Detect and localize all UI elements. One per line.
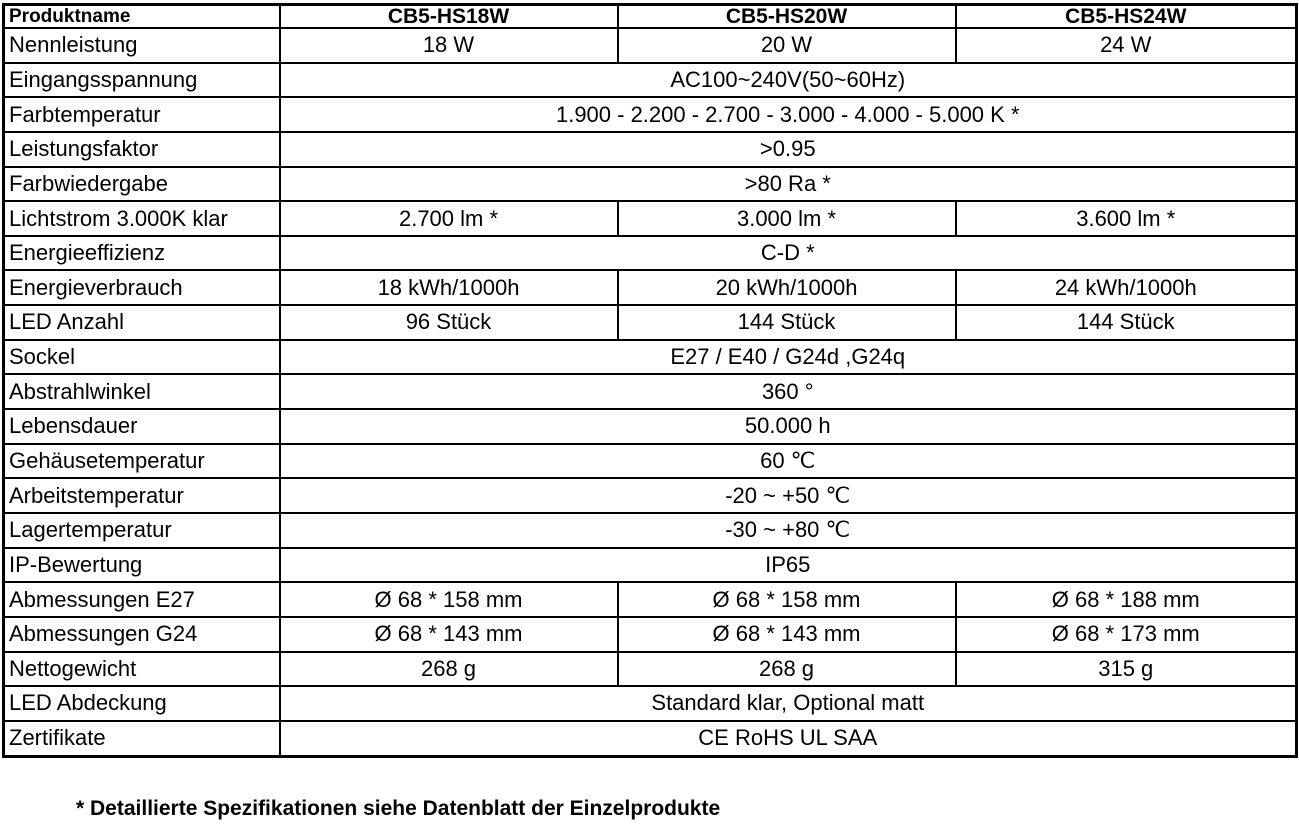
row-label: IP-Bewertung xyxy=(4,548,280,583)
table-row xyxy=(4,652,1297,687)
table-row xyxy=(4,63,1297,98)
table-row xyxy=(4,97,1297,132)
row-label: Sockel xyxy=(4,340,280,375)
row-value-merged: Standard klar, Optional matt xyxy=(280,686,1297,721)
table-row xyxy=(4,582,1297,617)
row-label: Lagertemperatur xyxy=(4,513,280,548)
table-row xyxy=(4,28,1297,63)
row-label: Nettogewicht xyxy=(4,652,280,687)
row-value-merged: -20 ~ +50 ℃ xyxy=(280,478,1297,513)
model-header: CB5-HS18W xyxy=(280,5,618,29)
row-value: Ø 68 * 188 mm xyxy=(956,582,1297,617)
row-value: Ø 68 * 143 mm xyxy=(618,617,956,652)
table-row xyxy=(4,548,1297,583)
row-value: Ø 68 * 173 mm xyxy=(956,617,1297,652)
row-value-merged: >0.95 xyxy=(280,132,1297,167)
row-value-merged: -30 ~ +80 ℃ xyxy=(280,513,1297,548)
row-label: Nennleistung xyxy=(4,28,280,63)
row-value: Ø 68 * 158 mm xyxy=(280,582,618,617)
row-value-merged: 60 ℃ xyxy=(280,444,1297,479)
row-label: Energieverbrauch xyxy=(4,270,280,305)
table-row xyxy=(4,721,1297,757)
table-row xyxy=(4,201,1297,236)
row-label: Abmessungen G24 xyxy=(4,617,280,652)
table-row xyxy=(4,236,1297,271)
row-value: 3.600 lm * xyxy=(956,201,1297,236)
row-label: Farbwiedergabe xyxy=(4,167,280,202)
row-label: LED Anzahl xyxy=(4,305,280,340)
row-value: Ø 68 * 143 mm xyxy=(280,617,618,652)
row-value-merged: AC100~240V(50~60Hz) xyxy=(280,63,1297,98)
spec-table xyxy=(2,3,1298,758)
table-row xyxy=(4,167,1297,202)
row-value-merged: IP65 xyxy=(280,548,1297,583)
row-label: Energieeffizienz xyxy=(4,236,280,271)
row-value-merged: 360 ° xyxy=(280,374,1297,409)
row-value: 20 W xyxy=(618,28,956,63)
row-label: Abmessungen E27 xyxy=(4,582,280,617)
table-row xyxy=(4,617,1297,652)
row-value: 315 g xyxy=(956,652,1297,687)
header-row xyxy=(4,5,1297,29)
footnote: * Detaillierte Spezifikationen siehe Datenblatt der Einzelprodukte xyxy=(76,797,721,820)
row-value: 268 g xyxy=(618,652,956,687)
table-row xyxy=(4,444,1297,479)
row-value-merged: CE RoHS UL SAA xyxy=(280,721,1297,757)
table-row xyxy=(4,409,1297,444)
row-label: Abstrahlwinkel xyxy=(4,374,280,409)
table-row xyxy=(4,270,1297,305)
row-value: 18 kWh/1000h xyxy=(280,270,618,305)
row-value: 24 kWh/1000h xyxy=(956,270,1297,305)
row-label: Farbtemperatur xyxy=(4,97,280,132)
row-value-merged: 50.000 h xyxy=(280,409,1297,444)
table-row xyxy=(4,340,1297,375)
row-label: Arbeitstemperatur xyxy=(4,478,280,513)
row-value: 144 Stück xyxy=(618,305,956,340)
row-label: Lebensdauer xyxy=(4,409,280,444)
table-row xyxy=(4,374,1297,409)
row-label: Leistungsfaktor xyxy=(4,132,280,167)
model-header: CB5-HS20W xyxy=(618,5,956,29)
table-row xyxy=(4,305,1297,340)
table-row xyxy=(4,686,1297,721)
row-value: 18 W xyxy=(280,28,618,63)
table-row xyxy=(4,132,1297,167)
row-label: Gehäusetemperatur xyxy=(4,444,280,479)
row-value-merged: 1.900 - 2.200 - 2.700 - 3.000 - 4.000 - 5.000 K * xyxy=(280,97,1297,132)
row-value: Ø 68 * 158 mm xyxy=(618,582,956,617)
row-label: Eingangsspannung xyxy=(4,63,280,98)
row-value: 96 Stück xyxy=(280,305,618,340)
table-row xyxy=(4,478,1297,513)
row-value: 2.700 lm * xyxy=(280,201,618,236)
row-label: Lichtstrom 3.000K klar xyxy=(4,201,280,236)
row-value: 268 g xyxy=(280,652,618,687)
model-header: CB5-HS24W xyxy=(956,5,1297,29)
table-row xyxy=(4,513,1297,548)
row-value: 20 kWh/1000h xyxy=(618,270,956,305)
row-value: 24 W xyxy=(956,28,1297,63)
row-value: 3.000 lm * xyxy=(618,201,956,236)
row-value-merged: E27 / E40 / G24d ,G24q xyxy=(280,340,1297,375)
header-label: Produktname xyxy=(4,5,280,29)
row-value-merged: >80 Ra * xyxy=(280,167,1297,202)
row-label: Zertifikate xyxy=(4,721,280,757)
row-value-merged: C-D * xyxy=(280,236,1297,271)
row-label: LED Abdeckung xyxy=(4,686,280,721)
row-value: 144 Stück xyxy=(956,305,1297,340)
